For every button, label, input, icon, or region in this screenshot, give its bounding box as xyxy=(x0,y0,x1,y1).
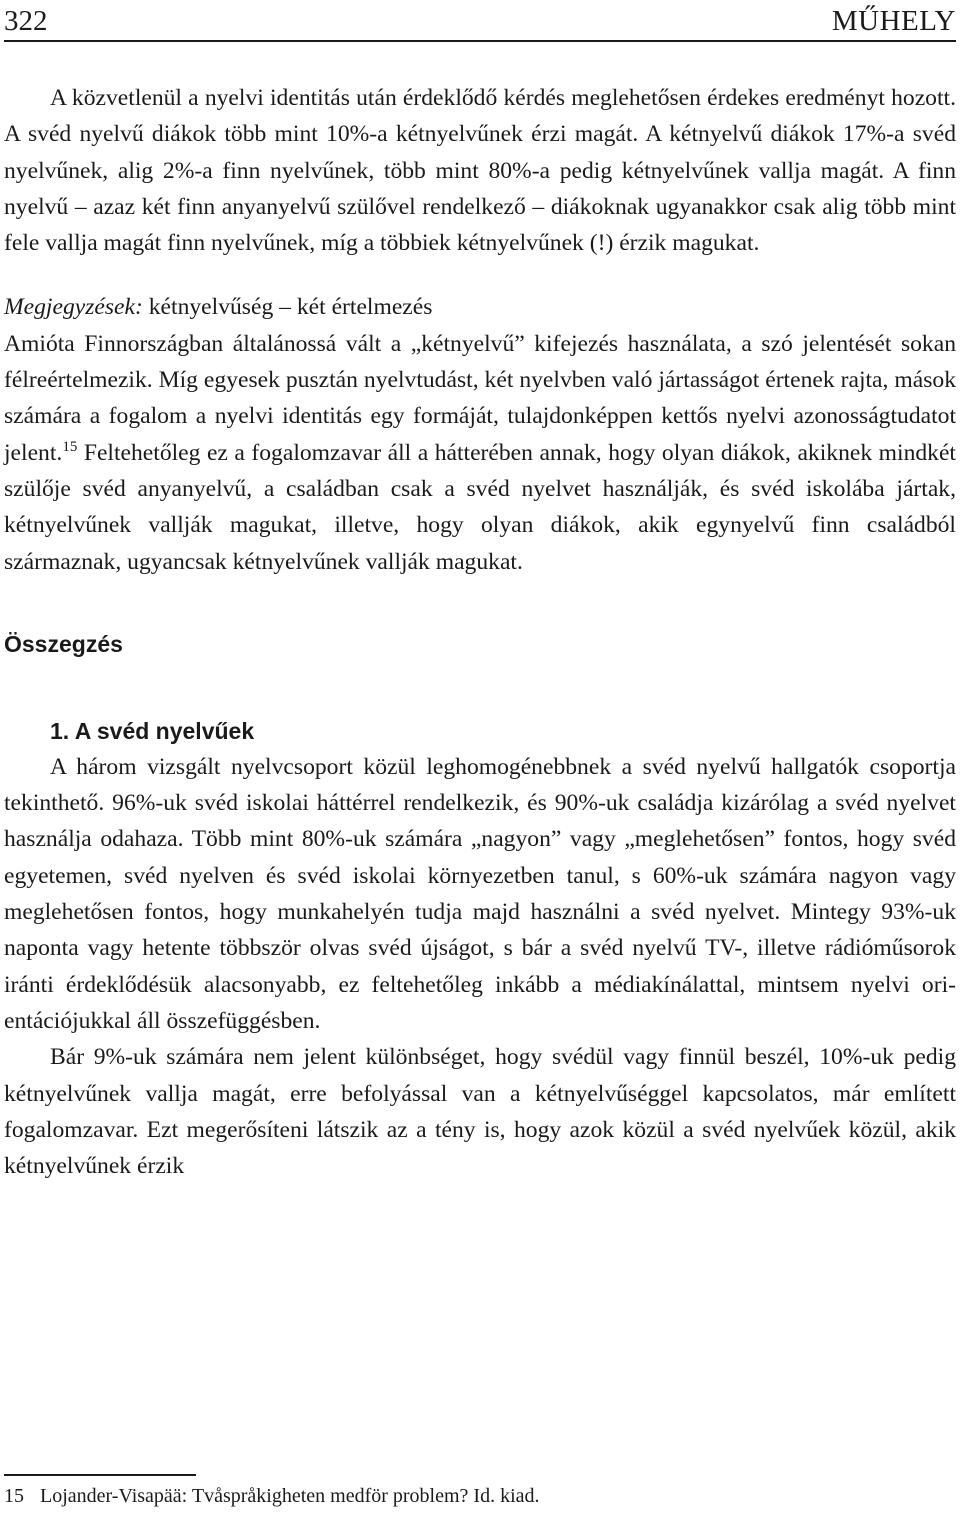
footnote-reference[interactable]: 15 xyxy=(62,438,78,455)
notes-label: Megjegyzések: xyxy=(4,294,143,321)
footnote-text: Lojander-Visapää: Tvåspråkigheten medför problem? Id. kiad. xyxy=(40,1485,540,1507)
paragraph-bilingualism-part1: Amióta Finnországban általánossá vált a „kétnyelvű” kifejezés használata, a szó jelentését sokan félreértelmezik. Míg egyesek pusztán nyelvtudást, két nyelvben való jártasságot értenek rajta, mások számára a fogalom a nyelvi identitás egy formáját, tulajdonképpen kettős nyelvi azonosságtudatot jelent. xyxy=(4,330,956,466)
footnote-number: 15 xyxy=(4,1485,24,1507)
footnote-divider xyxy=(4,1474,196,1476)
subsection-heading: 1. A svéd nyelvűek xyxy=(50,717,255,744)
paragraph-bilingualism-part2: Feltehetőleg ez a fogalomzavar áll a hátterében annak, hogy olyan diákok, akiknek mindkét szülője svéd anyanyelvű, a családban csak a svéd nyelvet használják, és svéd iskolába jártak, kétnyelvűnek vallják magukat, illetve, hogy olyan diákok, akik egynyelvű finn családból származnak, ugyancsak kétnyelvűnek vallják magukat. xyxy=(4,439,956,575)
body-text xyxy=(4,80,956,1184)
notes-heading xyxy=(4,289,956,325)
running-header xyxy=(4,2,956,42)
paragraph-bilingualism xyxy=(4,326,956,580)
section-title: MŰHELY xyxy=(831,5,956,37)
summary-heading: Összegzés xyxy=(4,630,123,657)
paragraph-identity: A közvetlenül a nyelvi identitás után érdeklődő kérdés meglehetősen érdekes eredményt hozott. A svéd nyelvű diákok több mint 10%-a kétnyelvűnek érzi magát. A kétnyelvű diákok 17%-a svéd nyelvűnek, alig 2%-a finn nyelvűnek, több mint 80%-a pedig kétnyelvűnek vallja magát. A finn nyelvű – azaz két finn anyanyelvű szülővel rendelkező – diákoknak ugyanakkor csak alig több mint fele vallja magát finn nyelvűnek, míg a többiek kétnyelvűnek (!) érzik magukat. xyxy=(4,85,956,257)
paragraph-spacer xyxy=(4,261,956,289)
paragraph-swedish-speakers: A három vizsgált nyelvcsoport közül leghomogénebbnek a svéd nyelvű hallgatók csoportja tekinthető. 96%-uk svéd iskolai háttérrel rendelkezik, és 90%-uk családja kizárólag a svéd nyelvet használja odahaza. Több mint 80%-uk számára „nagyon” vagy „meglehetősen” fontos, hogy svéd egyetemen, svéd nyelven és svéd iskolai környezetben tanul, s 60%-uk számára nagyon vagy meglehetősen fontos, hogy munkahelyén tudja majd használni a svéd nyelvet. Mintegy 93%-uk naponta vagy hetente többször olvas svéd újságot, s bár a svéd nyelvű TV-, illetve rádióműsorok iránti érdeklődésük alacsonyabb, ez feltehetőleg inkább a médiakínálattal, mintsem nyelvi orientációjukkal áll összefüggésben. xyxy=(4,753,956,1034)
footnote xyxy=(4,1482,540,1510)
paragraph-bilingual-confusion: Bár 9%-uk számára nem jelent különbséget, hogy svédül vagy finnül beszél, 10%-uk pedig kétnyelvűnek vallja magát, erre befolyással van a kétnyelvűséggel kapcsolatos, már említett fogalomzavar. Ezt megerősíteni látszik az a tény is, hogy azok közül a svéd nyelvűek közül, akik kétnyelvűnek érzik xyxy=(4,1044,956,1180)
notes-title: kétnyelvűség – két értelmezés xyxy=(142,294,433,321)
page-number: 322 xyxy=(4,5,48,37)
